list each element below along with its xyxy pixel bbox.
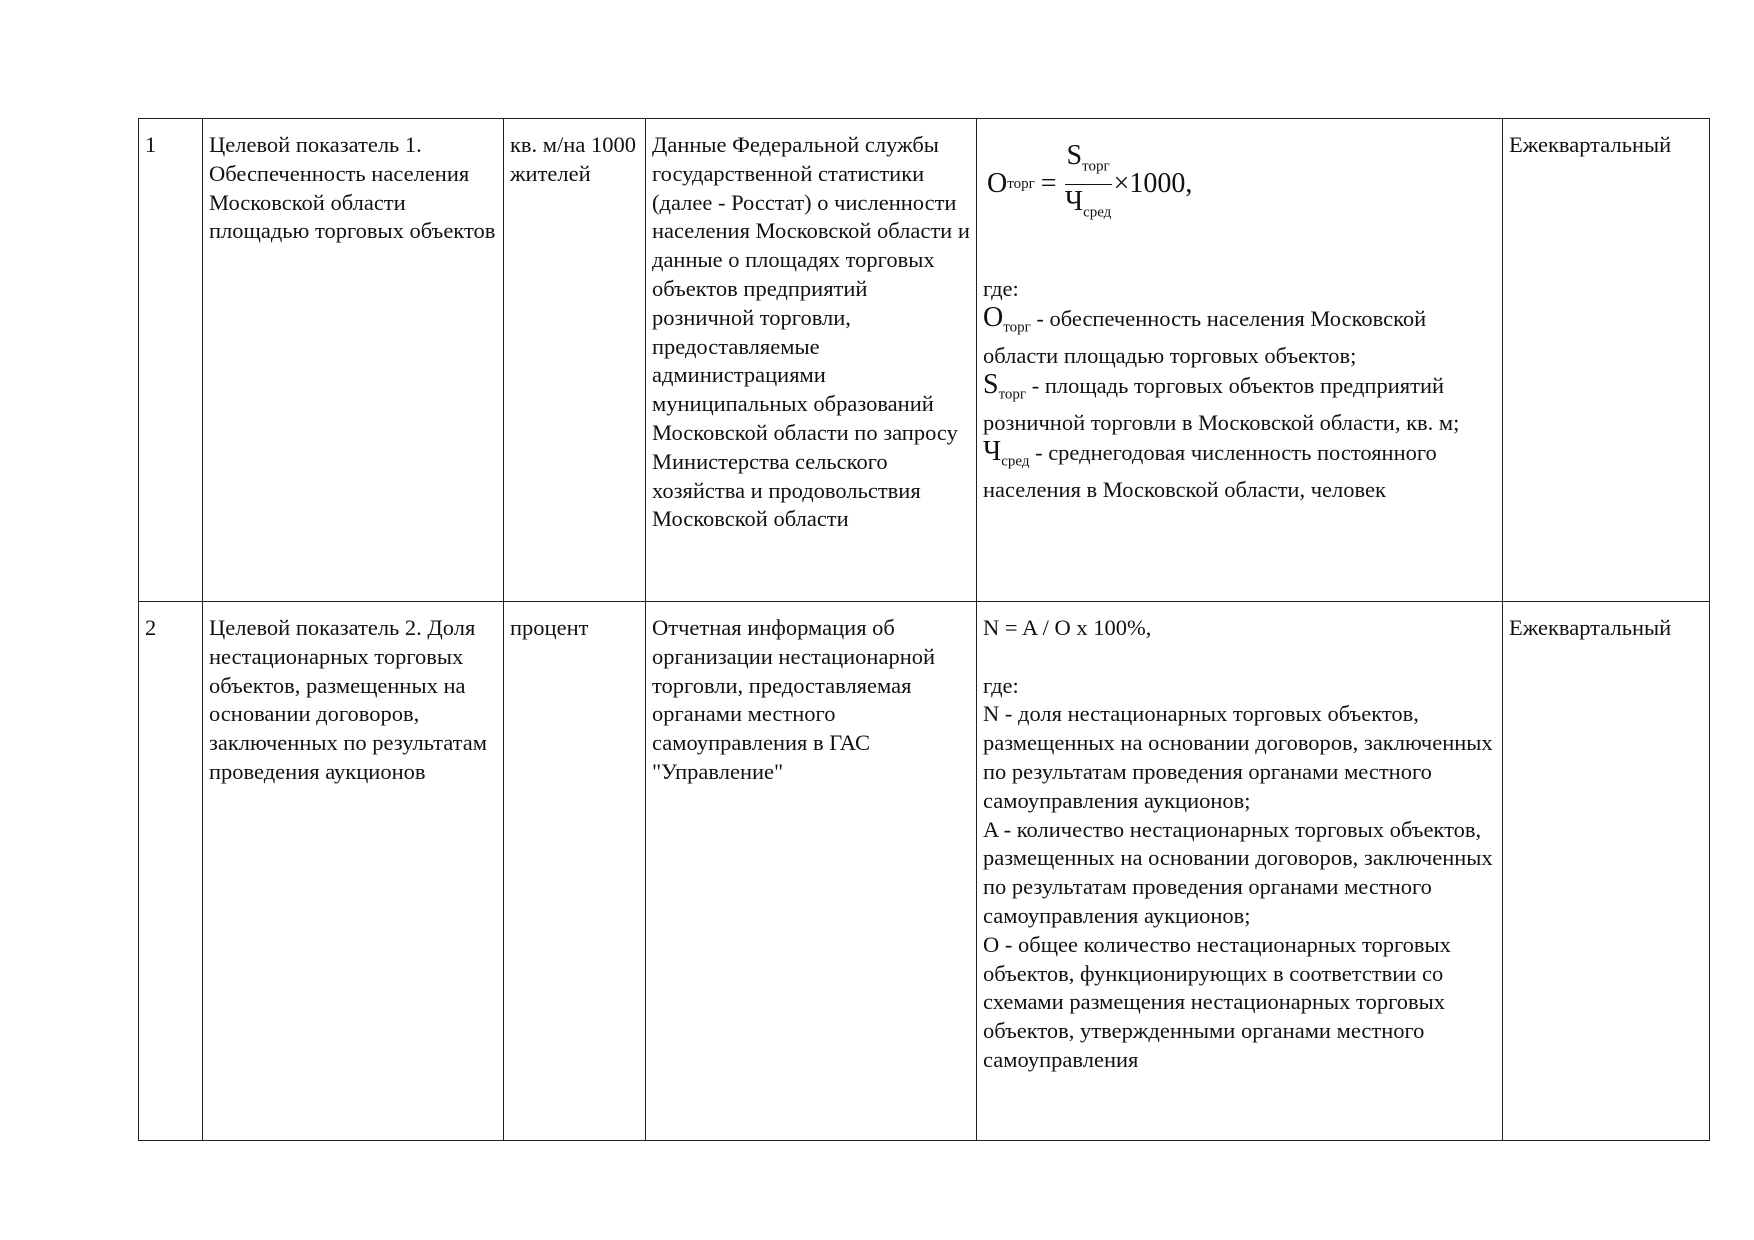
def-sub: сред [1001, 453, 1030, 470]
formula: N = A / O x 100%, [983, 615, 1152, 640]
data-source: Данные Федеральной службы государственной статистики (далее - Росстат) о численности населения Московской области и данные о площадях торговых объектов предприятий розничной торговли, предоставляемые администрациями муниципальных образований Московской области по запросу Министерства сельского хозяйства и продовольствия Московской области [646, 119, 977, 602]
def-sub: торг [998, 386, 1027, 403]
indicator-name: Целевой показатель 2. Доля нестационарных торговых объектов, размещенных на основании договоров, заключенных по результатам проведения аукционов [203, 602, 504, 1141]
definition: A - количество нестационарных торговых объектов, размещенных на основании договоров, заключенных по результатам проведения органами местного самоуправления аукционов; [983, 816, 1493, 928]
calculation-method [977, 119, 1503, 602]
periodicity: Ежеквартальный [1503, 119, 1710, 602]
formula-tail: ×1000, [1113, 168, 1193, 200]
def-text: - среднегодовая численность постоянного населения в Московской области, человек [983, 440, 1437, 503]
definition [983, 371, 1496, 438]
indicator-name: Целевой показатель 1. Обеспеченность населения Московской области площадью торговых объектов [203, 119, 504, 602]
row-number: 1 [139, 119, 203, 602]
formula-lhs-sub: торг [1007, 176, 1035, 193]
definition [983, 438, 1496, 505]
def-text: - обеспеченность населения Московской области площадью торговых объектов; [983, 305, 1427, 369]
formula-den: Ч [1064, 185, 1084, 217]
def-var: S [983, 369, 999, 401]
table-row [139, 602, 1710, 1141]
table-row [139, 119, 1710, 602]
where-label: где: [983, 672, 1019, 698]
formula-num-sub: торг [1082, 158, 1110, 175]
formula-eq: = [1040, 168, 1057, 200]
definition: N - доля нестационарных торговых объектов, размещенных на основании договоров, заключенных по результатам проведения органами местного самоуправления аукционов; [983, 701, 1493, 813]
def-var: O [983, 301, 1004, 333]
def-text: - площадь торговых объектов предприятий розничной торговли в Московской области, кв. м; [983, 373, 1460, 436]
def-var: Ч [983, 436, 1002, 468]
unit: процент [504, 602, 646, 1141]
formula-den-sub: сред [1083, 204, 1112, 221]
definition [983, 301, 1496, 371]
unit: кв. м/на 1000 жителей [504, 119, 646, 602]
def-sub: торг [1003, 319, 1031, 336]
periodicity: Ежеквартальный [1503, 602, 1710, 1141]
data-source: Отчетная информация об организации нестационарной торговли, предоставляемая органами местного самоуправления в ГАС "Управление" [646, 602, 977, 1141]
row-number: 2 [139, 602, 203, 1141]
formula-lhs: O [987, 168, 1008, 200]
where-label: где: [983, 276, 1019, 302]
calculation-method [977, 602, 1503, 1141]
definition: O - общее количество нестационарных торговых объектов, функционирующих в соответствии со схемами размещения нестационарных торговых объектов, утвержденными органами местного самоуправления [983, 931, 1451, 1072]
formula-fraction [1065, 139, 1112, 229]
formula [987, 139, 1496, 229]
formula-num: S [1066, 140, 1083, 171]
indicators-table [138, 118, 1710, 1141]
